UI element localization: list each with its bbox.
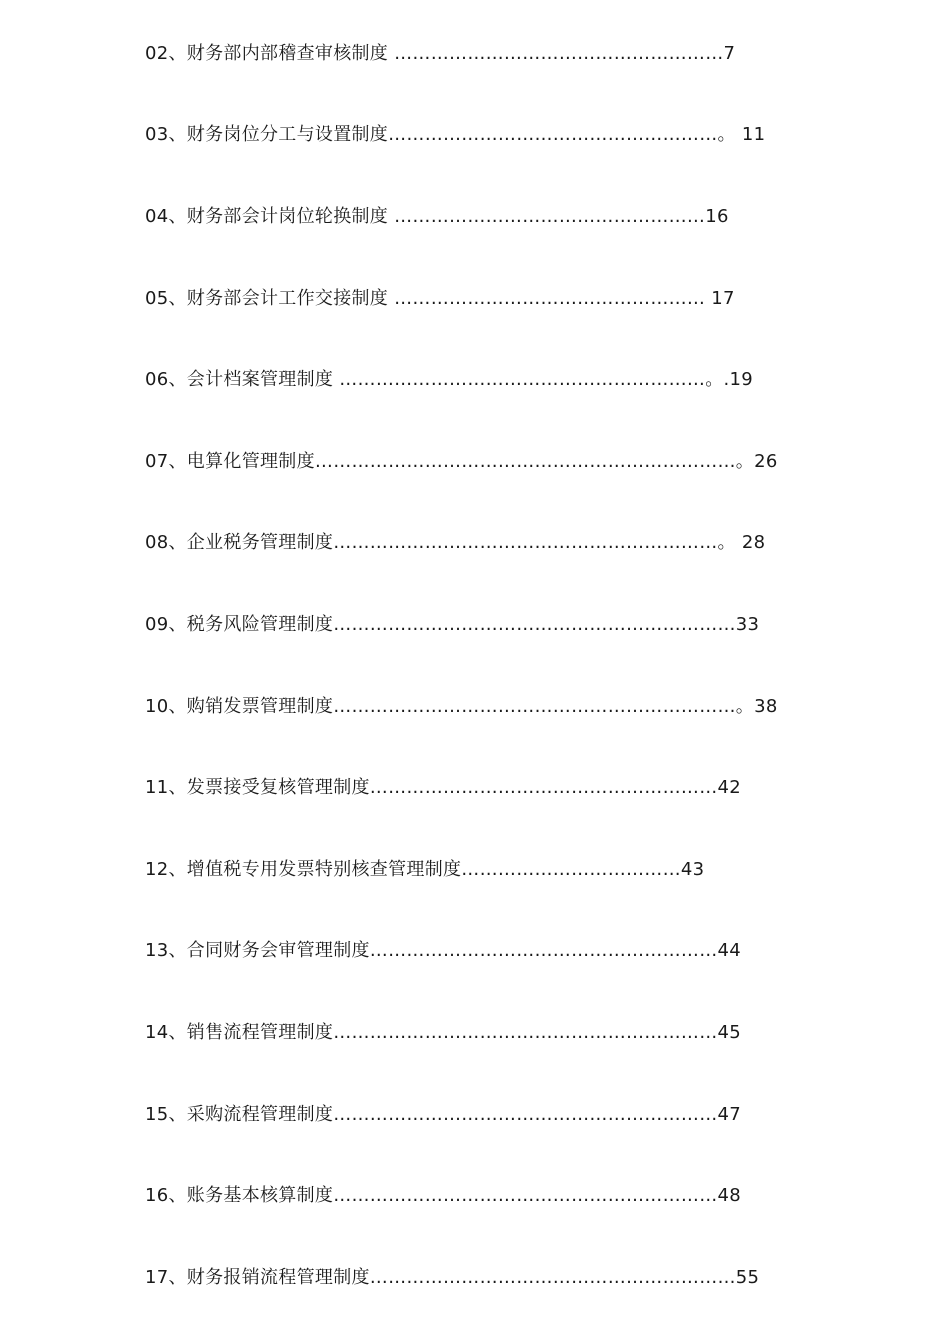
toc-entry: 09、税务风险管理制度…………………………………………………………33 [145,614,760,635]
toc-entry: 17、财务报销流程管理制度……………………………………………………55 [145,1267,760,1288]
toc-entry: 08、企业税务管理制度………………………………………………………。 28 [145,532,766,553]
toc-entry: 02、财务部内部稽查审核制度 ………………………………………………7 [145,43,736,64]
toc-entry: 14、销售流程管理制度………………………………………………………45 [145,1022,742,1043]
toc-entry: 13、合同财务会审管理制度…………………………………………………44 [145,940,742,961]
toc-entry: 15、采购流程管理制度………………………………………………………47 [145,1104,742,1125]
toc-entry: 07、电算化管理制度……………………………………………………………。26 [145,451,778,472]
toc-entry: 06、会计档案管理制度 ……………………………………………………。.19 [145,369,754,390]
toc-entry: 03、财务岗位分工与设置制度………………………………………………。 11 [145,124,766,145]
toc-entry: 16、账务基本核算制度………………………………………………………48 [145,1185,742,1206]
toc-entry: 10、购销发票管理制度…………………………………………………………。38 [145,696,778,717]
toc-entry: 12、增值税专用发票特别核查管理制度………………………………43 [145,859,705,880]
toc-entry: 05、财务部会计工作交接制度 …………………………………………… 17 [145,288,735,309]
toc-entry: 11、发票接受复核管理制度…………………………………………………42 [145,777,742,798]
toc-entry: 04、财务部会计岗位轮换制度 ……………………………………………16 [145,206,729,227]
